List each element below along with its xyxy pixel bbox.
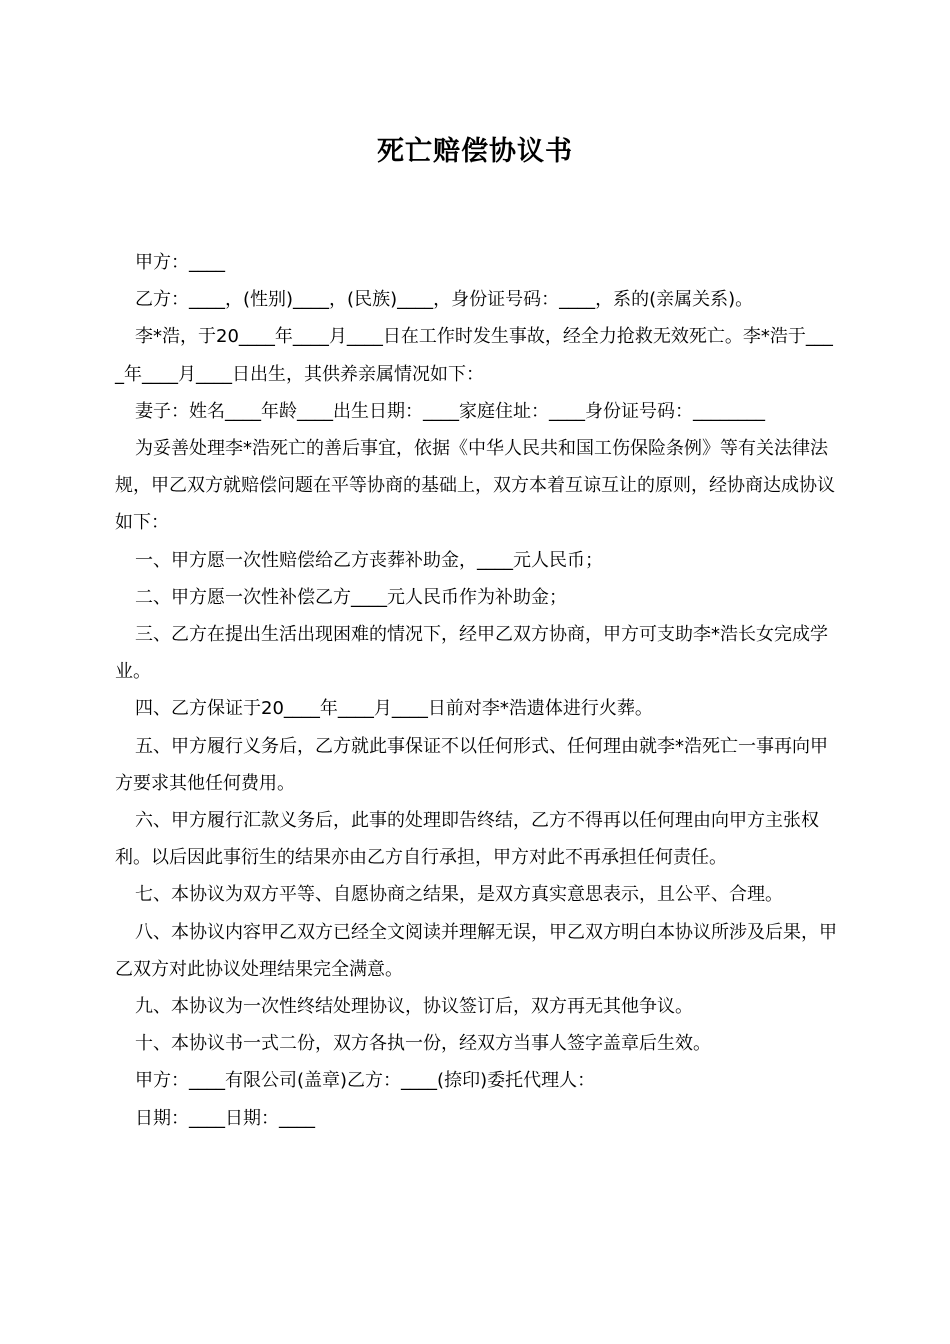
document-body [115,244,837,1137]
spouse-info-line: 妻子：姓名____年龄____出生日期：____家庭住址：____身份证号码：________ [135,400,765,422]
deceased-info-paragraph: 李*浩，于20____年____月____日在工作时发生事故，经全力抢救无效死亡。李*浩于____年____月____日出生，其供养亲属情况如下： [115,326,833,385]
document-title: 死亡赔偿协议书 [377,136,573,167]
preamble-paragraph: 为妥善处理李*浩死亡的善后事宜，依据《中华人民共和国工伤保险条例》等有关法律法规，甲乙双方就赔偿问题在平等协商的基础上，双方本着互谅互让的原则，经协商达成协议如下： [115,438,835,534]
clause-9: 九、本协议为一次性终结处理协议，协议签订后，双方再无其他争议。 [135,996,693,1018]
clause-6: 六、甲方履行汇款义务后，此事的处理即告终结，乙方不得再以任何理由向甲方主张权利。以后因此事衍生的结果亦由乙方自行承担，甲方对此不再承担任何责任。 [115,810,819,869]
clause-7: 七、本协议为双方平等、自愿协商之结果，是双方真实意思表示，且公平、合理。 [135,884,783,906]
clause-1: 一、甲方愿一次性赔偿给乙方丧葬补助金，____元人民币； [135,549,603,571]
party-b-line: 乙方：____，(性别)____，(民族)____，身份证号码：____，系的(亲属关系)。 [135,289,754,311]
signature-line: 甲方：____有限公司(盖章)乙方：____(捺印)委托代理人： [135,1070,596,1092]
date-line: 日期：____日期：____ [135,1107,315,1129]
clause-10: 十、本协议书一式二份，双方各执一份，经双方当事人签字盖章后生效。 [135,1033,711,1055]
clause-2: 二、甲方愿一次性补偿乙方____元人民币作为补助金； [135,586,567,608]
clause-5: 五、甲方履行义务后，乙方就此事保证不以任何形式、任何理由就李*浩死亡一事再向甲方要求其他任何费用。 [115,735,828,794]
clause-4: 四、乙方保证于20____年____月____日前对李*浩遗体进行火葬。 [135,698,653,720]
clause-8: 八、本协议内容甲乙双方已经全文阅读并理解无误，甲乙双方明白本协议所涉及后果，甲乙双方对此协议处理结果完全满意。 [115,921,837,980]
party-a-line: 甲方：____ [135,252,225,273]
clause-3: 三、乙方在提出生活出现困难的情况下，经甲乙双方协商，甲方可支助李*浩长女完成学业。 [115,624,828,683]
